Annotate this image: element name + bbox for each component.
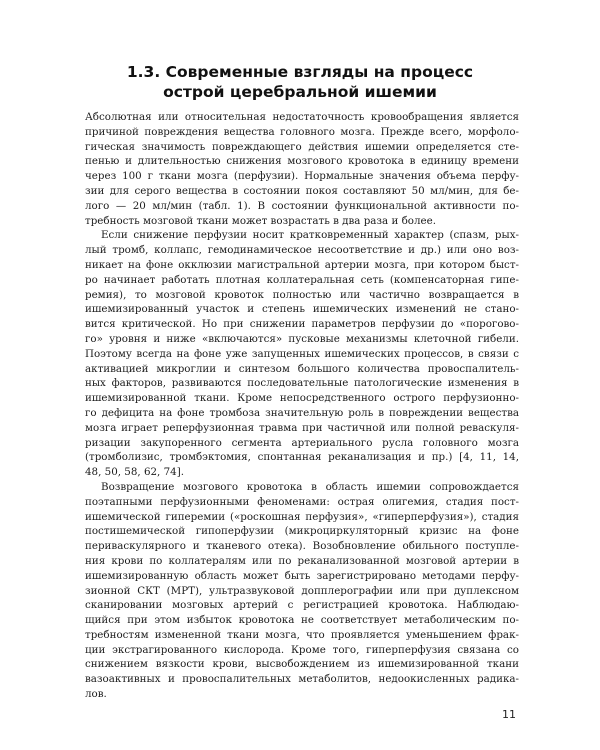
text-line: лов. (85, 688, 107, 701)
section-heading-line-1: 1.3. Современные взгляды на процесс (126, 63, 474, 81)
section-heading (90, 62, 510, 102)
text-line: ных факторов, развиваются последовательные патологические изменения в (85, 377, 519, 390)
text-line: требностям измененной ткани мозга, что проявляется уменьшением фрак- (85, 628, 519, 641)
text-line: никает на фоне окклюзии магистральной артерии мозга, при котором быст- (85, 258, 519, 271)
page-number: 11 (502, 708, 516, 721)
text-line: снижением вязкости крови, высвобождением из ишемизированной ткани (85, 658, 519, 671)
body-text (85, 110, 519, 702)
section-heading-line-2: острой церебральной ишемии (163, 83, 437, 101)
text-line: Абсолютная или относительная недостаточность кровообращения является (85, 111, 519, 123)
text-line: щийся при этом избыток кровотока не соответствует метаболическим по- (85, 614, 519, 627)
text-line: Поэтому всегда на фоне уже запущенных ишемических процессов, в связи с (85, 347, 519, 360)
text-line: поэтапными перфузионными феноменами: острая олигемия, стадия пост- (85, 495, 519, 508)
text-line: периваскулярного и тканевого отека). Возобновление обильного поступле- (85, 540, 519, 553)
text-line: постишемической гипоперфузии (микроциркуляторный кризис на фоне (85, 525, 519, 538)
text-line: лого — 20 мл/мин (табл. 1). В состоянии функциональной активности по- (85, 199, 519, 212)
paragraph (85, 480, 519, 702)
text-line: зии для серого вещества в состоянии покоя составляют 50 мл/мин, для бе- (85, 184, 519, 197)
text-line: мозга играет реперфузионная травма при частичной или полной реваскуля- (85, 421, 519, 434)
text-line: ро начинает работать плотная коллатеральная сеть (компенсаторная гипе- (85, 273, 519, 286)
text-line: активацией микроглии и синтезом большого количества провоспалитель- (85, 362, 519, 375)
paragraph (85, 110, 519, 228)
text-line: 48, 50, 58, 62, 74]. (85, 466, 184, 479)
text-line: ишемизированную область может быть зарегистрировано методами перфу- (85, 569, 519, 582)
text-line: ции экстрагированного кислорода. Кроме того, гиперперфузия связана со (85, 643, 519, 656)
text-line: пенью и длительностью снижения мозгового кровотока в единицу времени (85, 155, 519, 168)
paragraph (85, 228, 519, 480)
text-line: ишемизированный участок и степень ишемических изменений не стано- (85, 303, 519, 316)
text-line: Возвращение мозгового кровотока в область ишемии сопровождается (101, 480, 519, 493)
text-line: ишемизированной ткани. Кроме непосредственного острого перфузионно- (85, 392, 519, 405)
text-line: ремия), то мозговой кровоток полностью или частично возвращается в (85, 288, 519, 301)
text-line: гическая значимость повреждающего действия ишемии определяется сте- (85, 140, 519, 153)
text-line: причиной повреждения вещества головного мозга. Прежде всего, морфоло- (85, 125, 519, 138)
text-line: через 100 г ткани мозга (перфузии). Нормальные значения объема перфу- (85, 170, 519, 183)
text-line: Если снижение перфузии носит кратковременный характер (спазм, рых- (101, 229, 519, 242)
text-line: го» уровня и ниже «включаются» пусковые механизмы клеточной гибели. (85, 332, 519, 345)
text-line: сканировании мозговых артерий с регистрацией кровотока. Наблюдаю- (85, 599, 519, 612)
text-line: требность мозговой ткани может возрастать в два раза и более. (85, 214, 436, 227)
text-line: ишемической гиперемии («роскошная перфузия», «гиперперфузия»), стадия (85, 510, 519, 523)
text-line: вится критической. Но при снижении параметров перфузии до «порогово- (85, 318, 519, 331)
text-line: го дефицита на фоне тромбоза значительную роль в повреждении вещества (85, 406, 519, 419)
text-line: (тромболизис, тромбэктомия, спонтанная реканализация и пр.) [4, 11, 14, (85, 451, 519, 464)
text-line: лый тромб, коллапс, гемодинамическое несоответствие и др.) или оно воз- (85, 244, 519, 257)
text-line: вазоактивных и провоспалительных метаболитов, недоокисленных радика- (85, 673, 519, 686)
text-line: ния крови по коллатералям или по реканализованной мозговой артерии в (85, 554, 519, 567)
text-line: зионной СКТ (МРТ), ультразвуковой допплерографии или при дуплексном (85, 584, 519, 597)
text-line: ризации закупоренного сегмента артериального русла головного мозга (85, 436, 519, 449)
